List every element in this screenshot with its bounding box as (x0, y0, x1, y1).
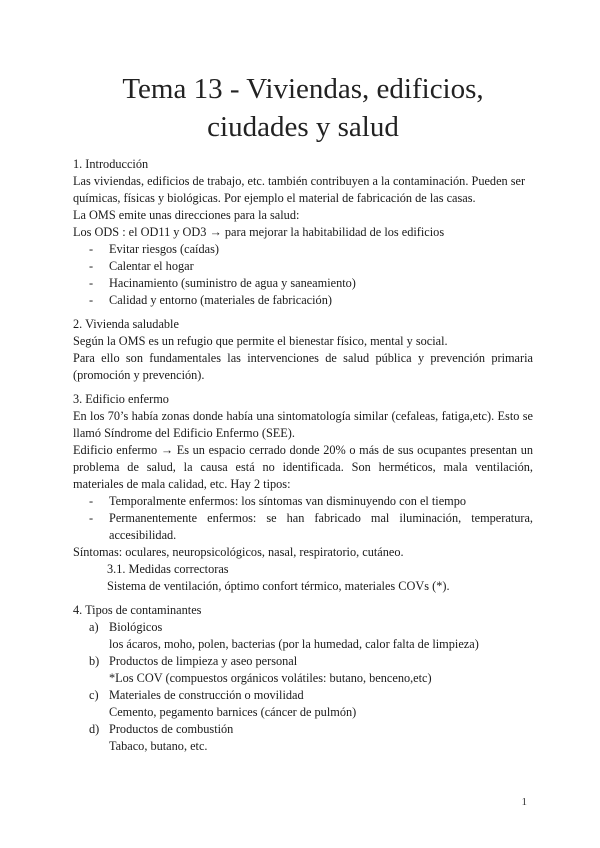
list-item (89, 619, 533, 653)
list-item: - Calidad y entorno (materiales de fabricación) (89, 292, 533, 309)
section-heading: 1. Introducción (73, 157, 149, 171)
page-number: 1 (521, 796, 527, 808)
document-page (73, 70, 533, 755)
list-item (89, 653, 533, 687)
section-tipos-contaminantes (73, 602, 533, 755)
subsection-heading: 3.1. Medidas correctoras (107, 562, 229, 576)
list-item-detail: Cemento, pegamento barnices (cáncer de pulmón) (109, 705, 357, 719)
title-line-1: Tema 13 - Viviendas, edificios, (122, 73, 484, 105)
paragraph: En los 70’s había zonas donde había una sintomatología similar (cefaleas, fatiga,etc). Esto se llamó Síndrome del Edificio Enfermo (SEE). (73, 409, 533, 440)
list-item: - Evitar riesgos (caídas) (89, 241, 533, 258)
list-item-detail: *Los COV (compuestos orgánicos volátiles: butano, benceno,etc) (109, 671, 432, 685)
list-marker: d) (89, 722, 100, 736)
section-edificio-enfermo (73, 391, 533, 595)
paragraph: Edificio enfermo → Es un espacio cerrado donde 20% o más de sus ocupantes presentan un problema de salud, la causa está no identificada. Son herméticos, mala ventilación, materiales de mala calidad, etc. Hay 2 tipos: (73, 443, 533, 491)
list-marker: c) (89, 688, 99, 702)
title-line-2: ciudades y salud (207, 111, 399, 143)
document-body (73, 156, 533, 755)
list-item-detail: los ácaros, moho, polen, bacterias (por la humedad, calor falta de limpieza) (109, 637, 479, 651)
list-item (89, 687, 533, 721)
paragraph: Los ODS : el OD11 y OD3 → para mejorar la habitabilidad de los edificios (73, 225, 445, 239)
paragraph: Las viviendas, edificios de trabajo, etc. también contribuyen a la contaminación. Pueden ser químicas, físicas y biológicas. Por ejemplo el material de fabricación de las casas. (73, 174, 526, 205)
section-heading: 3. Edificio enfermo (73, 392, 169, 406)
section-heading: 4. Tipos de contaminantes (73, 603, 202, 617)
list-item-label: Biológicos (109, 620, 163, 634)
section-introduccion (73, 156, 533, 309)
list-item-label: Productos de limpieza y aseo personal (109, 654, 298, 668)
paragraph: Síntomas: oculares, neuropsicológicos, nasal, respiratorio, cutáneo. (73, 545, 404, 559)
list-item: - Permanentemente enfermos: se han fabricado mal iluminación, temperatura, accesibilidad. (89, 510, 533, 544)
bullet-list (73, 241, 533, 309)
list-marker: a) (89, 620, 99, 634)
paragraph: Según la OMS es un refugio que permite el bienestar físico, mental y social. (73, 334, 448, 348)
list-item (89, 721, 533, 755)
list-item-label: Productos de combustión (109, 722, 234, 736)
bullet-list (73, 493, 533, 544)
list-item-detail: Tabaco, butano, etc. (109, 739, 208, 753)
list-item-label: Materiales de construcción o movilidad (109, 688, 304, 702)
list-item: - Hacinamiento (suministro de agua y saneamiento) (89, 275, 533, 292)
list-item: - Calentar el hogar (89, 258, 533, 275)
list-item: - Temporalmente enfermos: los síntomas van disminuyendo con el tiempo (89, 493, 533, 510)
section-vivienda-saludable (73, 316, 533, 384)
paragraph: La OMS emite unas direcciones para la salud: (73, 208, 300, 222)
list-marker: b) (89, 654, 100, 668)
section-heading: 2. Vivienda saludable (73, 317, 179, 331)
paragraph: Para ello son fundamentales las intervenciones de salud pública y prevención primaria (promoción y prevención). (73, 351, 533, 382)
page-title (73, 70, 533, 146)
lettered-list (73, 619, 533, 755)
paragraph: Sistema de ventilación, óptimo confort térmico, materiales COVs (*). (107, 579, 450, 593)
